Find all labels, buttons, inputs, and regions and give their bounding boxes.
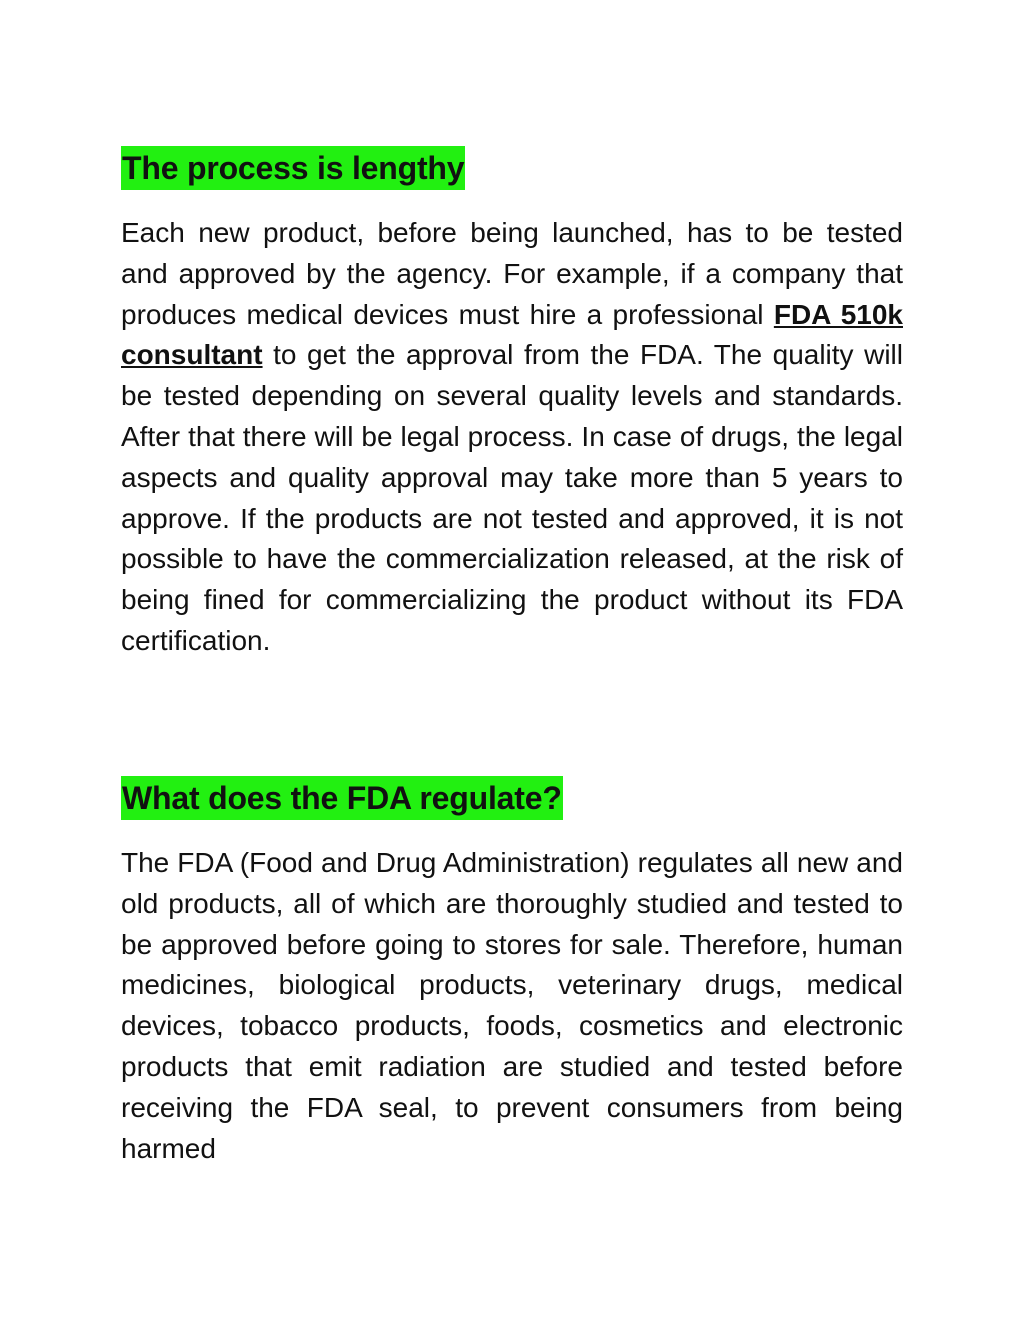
paragraph-text-before-link: Each new product, before being launched, has to be tested and approved by the agency. For example, if a company that produces medical devices must hire a professional: [121, 217, 903, 330]
section-paragraph-process: [121, 213, 903, 662]
section-heading-process-lengthy: The process is lengthy: [121, 146, 465, 190]
section-paragraph-regulate: The FDA (Food and Drug Administration) regulates all new and old products, all of which are thoroughly studied and tested to be approved before going to stores for sale. Therefore, human medicines, biological products, veterinary drugs, medical devices, tobacco products, foods, cosmetics and electronic products that emit radiation are studied and tested before receiving the FDA seal, to prevent consumers from being harmed: [121, 847, 903, 1164]
paragraph-text-after-link: to get the approval from the FDA. The quality will be tested depending on several quality levels and standards. After that there will be legal process. In case of drugs, the legal aspects and quality approval may take more than 5 years to approve. If the products are not tested and approved, it is not possible to have the commercialization released, at the risk of being fined for commercializing the product without its FDA certification.: [121, 339, 903, 656]
fda-510k-consultant-link[interactable]: FDA 510k consultant: [121, 298, 903, 371]
section-heading-fda-regulate: What does the FDA regulate?: [121, 776, 563, 820]
